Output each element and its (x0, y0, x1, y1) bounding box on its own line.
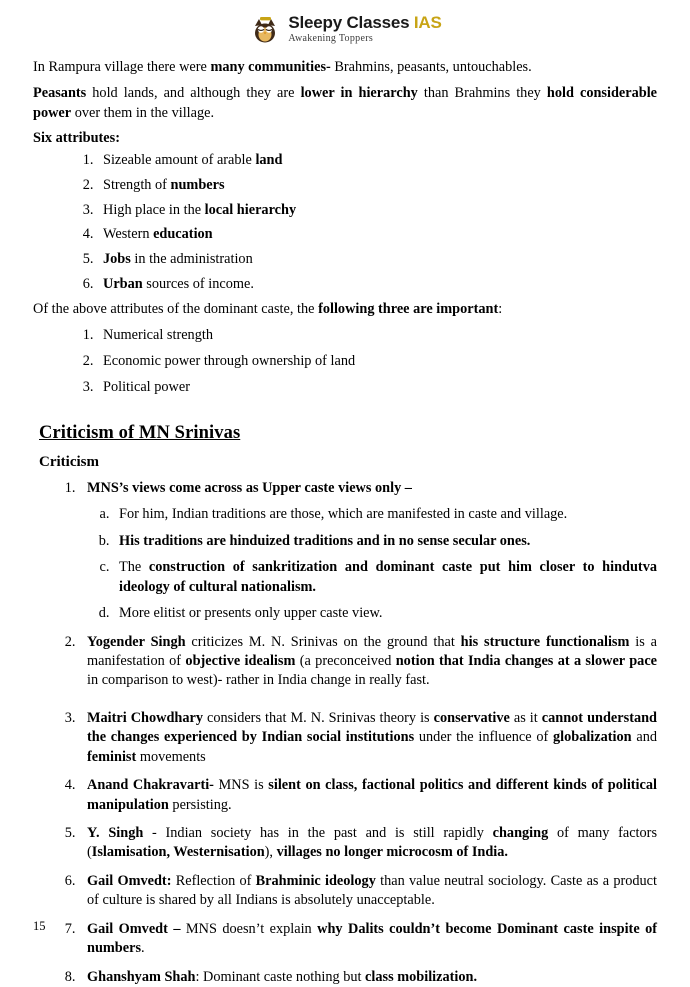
sub-list-item: d. More elitist or presents only upper caste view. (113, 604, 657, 623)
list-item-text: Yogender Singh criticizes M. N. Srinivas on the ground that his structure functionalism is a manifestation of objective idealism (a preconceived notion that India changes at a slower pace in comparison to west)- rather in India change in really fast. (87, 633, 658, 689)
brand-text (288, 14, 441, 44)
sub-list-item: b. His traditions are hinduized traditions and in no sense secular ones. (113, 532, 657, 551)
intro-paragraph-1: In Rampura village there were many communities- Brahmins, peasants, untouchables. (33, 59, 532, 75)
six-attributes-list (33, 151, 657, 294)
list-item-text: Anand Chakravarti- MNS is silent on class, factional politics and different kinds of political manipulation persisting. (87, 777, 657, 813)
list-item: 3. Political power (97, 378, 657, 397)
important-three-label: Of the above attributes of the dominant caste, the following three are important: (33, 301, 503, 318)
sub-list-item: a. For him, Indian traditions are those, which are manifested in caste and village. (113, 505, 657, 524)
page-title: Criticism of MN Srinivas (39, 422, 241, 443)
page-number: 15 (33, 919, 46, 933)
page-header (33, 8, 657, 50)
list-item (79, 968, 657, 987)
list-item (79, 633, 657, 691)
six-attributes-label: Six attributes: (33, 129, 120, 146)
sub-list (87, 505, 657, 623)
intro-paragraph-2: Peasants hold lands, and although they are lower in hierarchy than Brahmins they hold considerable power over them in the village. (33, 85, 658, 121)
list-item-text: Gail Omvedt: Reflection of Brahminic ideology than value neutral sociology. Caste as a product of culture is shared by all Indians is absolutely unacceptable. (87, 872, 657, 909)
criticism-list (33, 479, 657, 987)
important-three-list (33, 326, 657, 397)
list-item (79, 709, 657, 767)
list-item (79, 479, 657, 624)
brand-tagline: Awakening Toppers (288, 33, 374, 44)
list-item (79, 824, 657, 863)
list-item-text: MNS’s views come across as Upper caste views only – (87, 479, 412, 496)
list-item-text: Y. Singh - Indian society has in the past and is still rapidly changing of many factors (Islamisation, Westernisation), villages no longer microcosm of India. (87, 825, 658, 861)
brand-logo (248, 12, 441, 46)
list-item: 2. Economic power through ownership of land (97, 352, 657, 371)
list-item: 2. Strength of numbers (97, 176, 657, 195)
list-item (79, 920, 657, 959)
list-item-text: Gail Omvedt – MNS doesn’t explain why Dalits couldn’t become Dominant caste inspite of numbers. (87, 920, 658, 957)
list-item (79, 776, 657, 815)
list-item: 1. Sizeable amount of arable land (97, 151, 657, 170)
brand-title: Sleepy Classes IAS (288, 13, 442, 32)
list-item: 1. Numerical strength (97, 326, 657, 345)
list-item: 3. High place in the local hierarchy (97, 201, 657, 220)
list-item: 4. Western education (97, 225, 657, 244)
list-item: 6. Urban sources of income. (97, 275, 657, 294)
list-item-text: Ghanshyam Shah: Dominant caste nothing but class mobilization. (87, 968, 478, 985)
list-item: 5. Jobs in the administration (97, 250, 657, 269)
criticism-subheading: Criticism (39, 453, 99, 470)
list-item-text: Maitri Chowdhary considers that M. N. Srinivas theory is conservative as it cannot understand the changes experienced by Indian social institutions under the influence of globalization and feminist movements (87, 709, 658, 765)
sleepy-owl-icon (248, 12, 282, 46)
sub-list-item: c. The construction of sankritization and dominant caste put him closer to hindutva ideology of cultural nationalism. (113, 558, 657, 597)
list-item (79, 872, 657, 911)
